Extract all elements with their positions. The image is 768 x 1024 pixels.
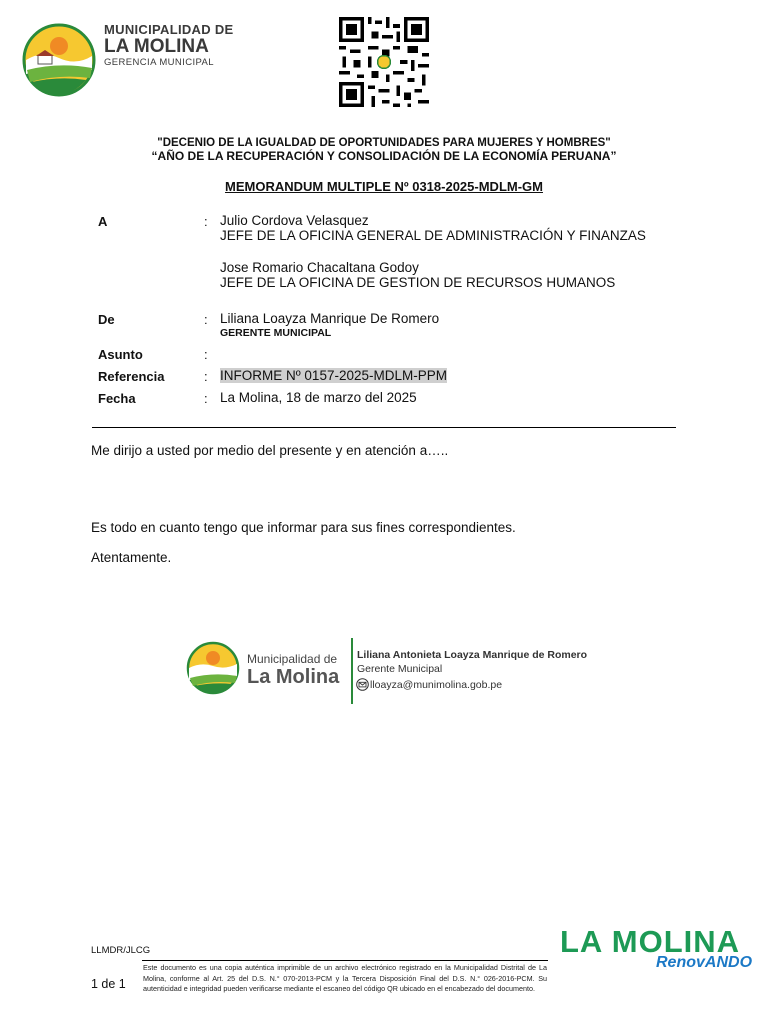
fecha-label: Fecha [98,391,136,406]
signature-name: Liliana Antonieta Loayza Manrique de Romero [357,649,588,661]
asunto-colon: : [204,347,208,362]
logo-line2: LA MOLINA [104,36,209,57]
fecha-colon: : [204,391,208,406]
a-label: A [98,214,108,229]
asunto-label: Asunto [98,347,143,362]
decenio-line: "DECENIO DE LA IGUALDAD DE OPORTUNIDADES PARA MUJERES Y HOMBRES" [157,137,611,149]
signature-role: Gerente Municipal [357,663,443,675]
de-role: GERENTE MUNICIPAL [220,327,332,339]
logo-line3: GERENCIA MUNICIPAL [104,57,214,68]
body-closing: Atentamente. [91,550,172,565]
footer-divider [142,960,548,961]
a-role2: JEFE DE LA OFICINA DE GESTION DE RECURSOS HUMANOS [220,275,616,290]
logo-line1: MUNICIPALIDAD DE [104,22,234,37]
de-label: De [98,312,115,327]
memo-title: MEMORANDUM MULTIPLE Nº 0318-2025-MDLM-GM [225,179,543,194]
de-name: Liliana Loayza Manrique De Romero [220,311,440,326]
anio-line: “AÑO DE LA RECUPERACIÓN Y CONSOLIDACIÓN DE LA ECONOMÍA PERUANA” [151,149,617,163]
footer-disclaimer: Este documento es una copia auténtica imprimible de un archivo electrónico registrado en la Municipalidad Distrital de La Molina, conforme al Art. 25 del D.S. N.° 070-2013-PCM y la Tercera Disposición Final del D.S. N.° 026-2016-PCM. Su autenticidad e integridad pueden verificarse mediante el escaneo del código QR ubicado en el encabezado del documento. [143,963,547,993]
a-name1: Julio Cordova Velasquez [220,213,369,228]
referencia-colon: : [204,369,208,384]
a-name2: Jose Romario Chacaltana Godoy [220,260,419,275]
a-colon: : [204,214,208,229]
signature-muni-line1: Municipalidad de [247,652,338,666]
referencia-label: Referencia [98,369,165,384]
a-role1: JEFE DE LA OFICINA GENERAL DE ADMINISTRACIÓN Y FINANZAS [220,228,646,243]
de-colon: : [204,312,208,327]
qr-code-icon [337,17,431,107]
signature-email: lloayza@munimolina.gob.pe [370,679,503,691]
email-icon [356,678,369,691]
brand-slogan: RenovANDO [656,954,753,971]
signature-muni-line2: La Molina [247,666,340,688]
logo-text [104,22,234,68]
body-paragraph-1: Me dirijo a usted por medio del presente y en atención a….. [91,443,449,458]
header-divider [92,427,676,428]
fecha-value: La Molina, 18 de marzo del 2025 [220,390,417,405]
brand-logo-text: LA MOLINA [560,924,741,959]
page-number: 1 de 1 [91,977,126,991]
referencia-value: INFORME Nº 0157-2025-MDLM-PPM [220,368,447,383]
body-paragraph-2: Es todo en cuanto tengo que informar para sus fines correspondientes. [91,520,516,535]
footer-initials: LLMDR/JLCG [91,945,151,956]
